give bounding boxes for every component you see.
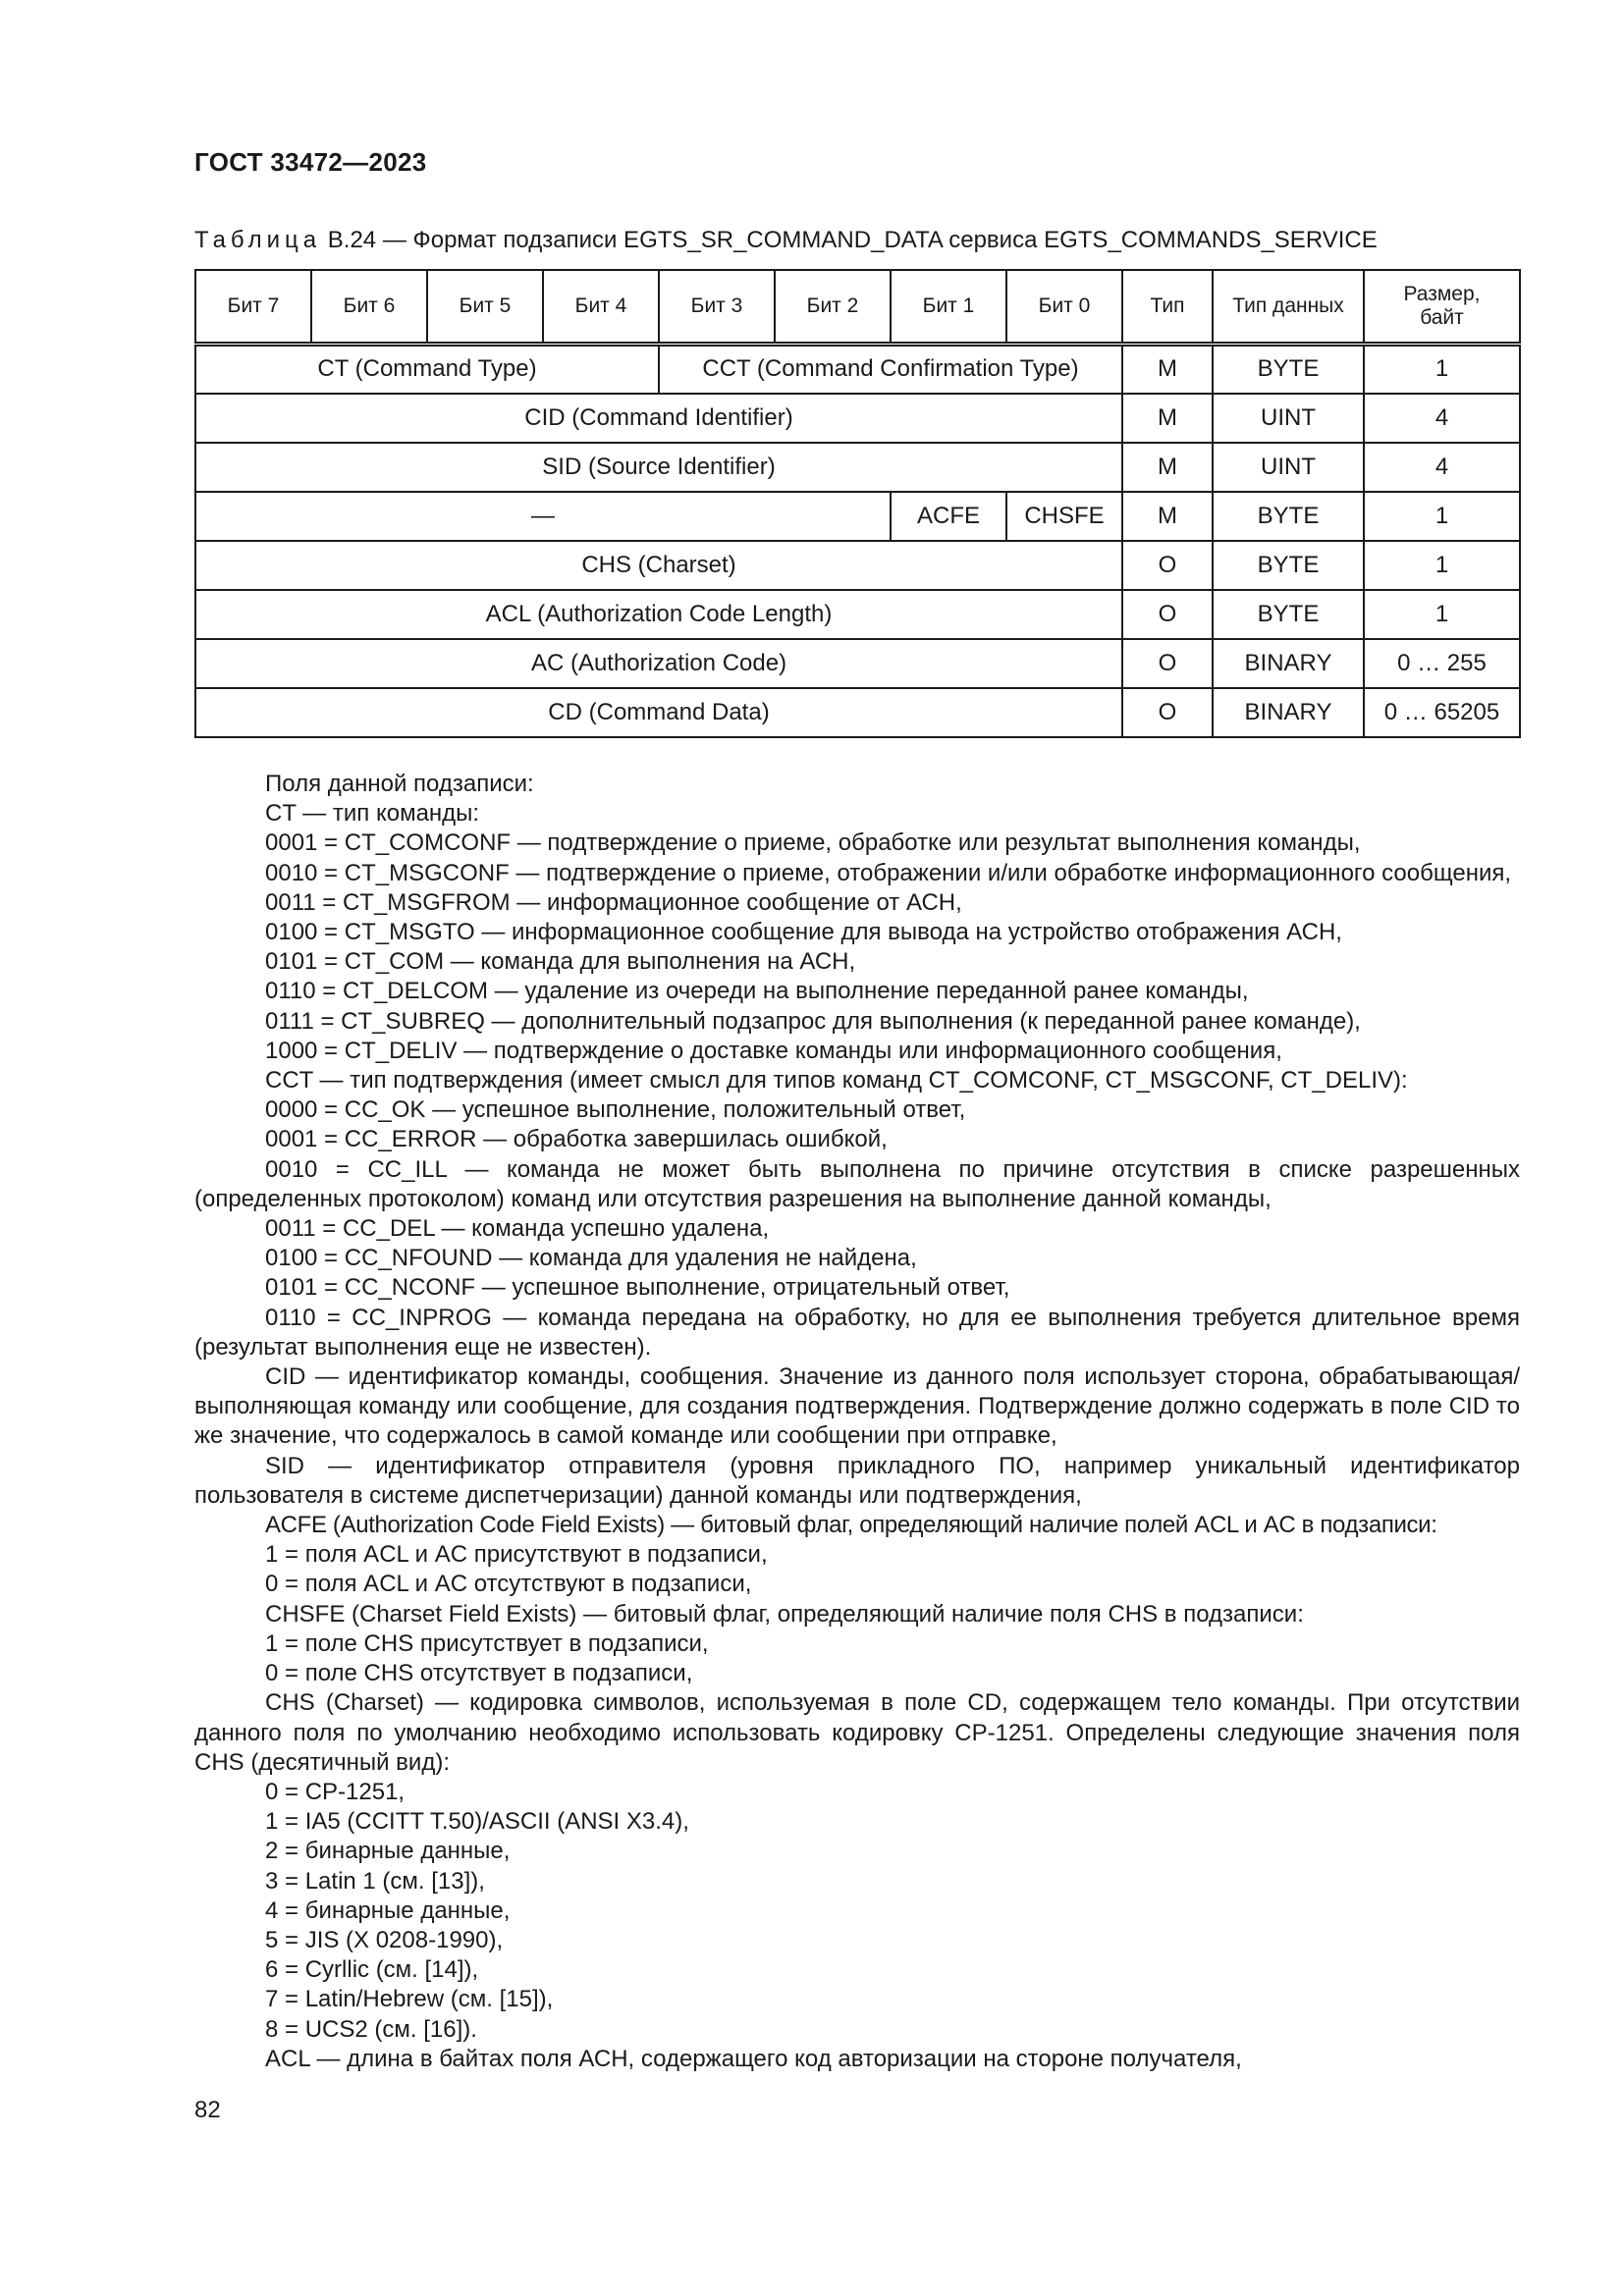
paragraph: 1 = IA5 (CCITT T.50)/ASCII (ANSI X3.4),: [265, 1808, 689, 1836]
cell-type: O: [1122, 639, 1213, 688]
cell-data-type: BYTE: [1213, 492, 1364, 541]
paragraph: Поля данной подзаписи:: [265, 771, 534, 797]
cell-ct: CT (Command Type): [195, 345, 659, 394]
page-number: 82: [194, 2097, 221, 2123]
fields-description: [194, 770, 1520, 2074]
paragraph: 0111 = CT_SUBREQ — дополнительный подзапрос для выполнения (к переданной ранее команде),: [265, 1007, 1361, 1035]
cell-data-type: BINARY: [1213, 688, 1364, 737]
cell-data-type: BYTE: [1213, 345, 1364, 394]
cell-data-type: UINT: [1213, 394, 1364, 443]
paragraph: 3 = Latin 1 (см. [13]),: [265, 1867, 485, 1895]
table-row: [195, 639, 1520, 688]
paragraph: 0100 = CT_MSGTO — информационное сообщение для вывода на устройство отображения АСН,: [265, 919, 1342, 946]
table-caption-text: В.24 — Формат подзаписи EGTS_SR_COMMAND_DATA сервиса EGTS_COMMANDS_SERVICE: [321, 227, 1378, 253]
cell-field: SID (Source Identifier): [195, 443, 1122, 492]
paragraph: 0 = CP-1251,: [265, 1778, 406, 1805]
paragraph: 1 = поле CHS присутствует в подзаписи,: [265, 1629, 709, 1657]
paragraph: 0 = поле CHS отсутствует в подзаписи,: [265, 1660, 693, 1687]
cell-type: M: [1122, 492, 1213, 541]
cell-type: O: [1122, 590, 1213, 639]
paragraph: 7 = Latin/Hebrew (см. [15]),: [265, 1986, 554, 2013]
cell-size: 1: [1364, 590, 1520, 639]
col-header-bit0: Бит 0: [1006, 270, 1122, 345]
paragraph: 1 = поля ACL и AC присутствуют в подзаписи,: [265, 1541, 768, 1569]
paragraph: CHSFE (Charset Field Exists) — битовый флаг, определяющий наличие поля CHS в подзаписи:: [265, 1600, 1304, 1628]
cell-size: 1: [1364, 541, 1520, 590]
cell-size: 4: [1364, 443, 1520, 492]
subrecord-format-table: [194, 269, 1521, 738]
col-header-bit7: Бит 7: [195, 270, 311, 345]
paragraph: CID — идентификатор команды, сообщения. Значение из данного поля использует сторона, обрабатывающая/выполняющая команду или сообщение, для создания подтверждения. Подтверждение должно содержать в поле CID то же значение, что содержалось в самой команде или сообщении при отправке,: [194, 1363, 1520, 1450]
paragraph: 1000 = CT_DELIV — подтверждение о доставке команды или информационного сообщения,: [265, 1037, 1282, 1064]
table-header-row: [195, 270, 1520, 345]
paragraph: 0100 = CC_NFOUND — команда для удаления не найдена,: [265, 1245, 917, 1272]
paragraph: 0101 = CT_COM — команда для выполнения на АСН,: [265, 948, 856, 976]
cell-field: ACL (Authorization Code Length): [195, 590, 1122, 639]
paragraph: CHS (Charset) — кодировка символов, используемая в поле CD, содержащем тело команды. При отсутствии данного поля по умолчанию необходимо использовать кодировку CP-1251. Определены следующие значения поля CHS (десятичный вид):: [194, 1689, 1520, 1776]
cell-type: O: [1122, 688, 1213, 737]
paragraph: 2 = бинарные данные,: [265, 1838, 511, 1865]
cell-type: M: [1122, 394, 1213, 443]
paragraph: ACL — длина в байтах поля АСН, содержащего код авторизации на стороне получателя,: [265, 2045, 1242, 2072]
table-row: [195, 394, 1520, 443]
col-header-bit1: Бит 1: [891, 270, 1006, 345]
paragraph: 0001 = CC_ERROR — обработка завершилась ошибкой,: [265, 1126, 888, 1153]
paragraph: 0000 = CC_OK — успешное выполнение, положительный ответ,: [265, 1096, 966, 1124]
cell-chsfe: CHSFE: [1006, 492, 1122, 541]
col-header-data-type: Тип данных: [1213, 270, 1364, 345]
paragraph: 0101 = CC_NCONF — успешное выполнение, отрицательный ответ,: [265, 1274, 1010, 1302]
cell-data-type: BYTE: [1213, 590, 1364, 639]
table-caption-label: Таблица: [194, 227, 322, 253]
cell-type: M: [1122, 345, 1213, 394]
cell-size: 1: [1364, 492, 1520, 541]
paragraph: 6 = Cyrllic (см. [14]),: [265, 1956, 479, 1984]
cell-type: O: [1122, 541, 1213, 590]
document-standard-title: ГОСТ 33472—2023: [194, 147, 427, 177]
cell-field: CID (Command Identifier): [195, 394, 1122, 443]
table-row: [195, 688, 1520, 737]
cell-size: 0 … 255: [1364, 639, 1520, 688]
paragraph: 0110 = CC_INPROG — команда передана на обработку, но для ее выполнения требуется длительное время (результат выполнения еще не известен).: [194, 1304, 1520, 1361]
paragraph: SID — идентификатор отправителя (уровня прикладного ПО, например уникальный идентификатор пользователя в системе диспетчеризации) данной команды или подтверждения,: [194, 1452, 1520, 1509]
cell-size: 4: [1364, 394, 1520, 443]
paragraph: 0001 = CT_COMCONF — подтверждение о приеме, обработке или результат выполнения команды,: [265, 829, 1361, 857]
paragraph: ACFE (Authorization Code Field Exists) — битовый флаг, определяющий наличие полей ACL и AC в подзаписи:: [265, 1512, 1437, 1539]
cell-field: CD (Command Data): [195, 688, 1122, 737]
paragraph: 4 = бинарные данные,: [265, 1896, 511, 1924]
cell-field: CHS (Charset): [195, 541, 1122, 590]
table-row: [195, 541, 1520, 590]
cell-data-type: BINARY: [1213, 639, 1364, 688]
cell-data-type: BYTE: [1213, 541, 1364, 590]
col-header-size: Размер, байт: [1364, 270, 1520, 345]
cell-reserved: —: [195, 492, 891, 541]
cell-field: AC (Authorization Code): [195, 639, 1122, 688]
cell-size: 0 … 65205: [1364, 688, 1520, 737]
paragraph: 0010 = CT_MSGCONF — подтверждение о приеме, отображении и/или обработке информационного сообщения,: [265, 859, 1512, 886]
table-row: [195, 590, 1520, 639]
paragraph: CCT — тип подтверждения (имеет смысл для типов команд CT_COMCONF, CT_MSGCONF, CT_DELIV):: [265, 1067, 1408, 1095]
table-row: [195, 443, 1520, 492]
paragraph: 0110 = CT_DELCOM — удаление из очереди на выполнение переданной ранее команды,: [265, 978, 1249, 1005]
paragraph: 0010 = CC_ILL — команда не может быть выполнена по причине отсутствия в списке разрешенных (определенных протоколом) команд или отсутствия разрешения на выполнение данной команды,: [194, 1155, 1520, 1212]
table-row: [195, 345, 1520, 394]
col-header-bit3: Бит 3: [659, 270, 775, 345]
cell-data-type: UINT: [1213, 443, 1364, 492]
col-header-bit6: Бит 6: [311, 270, 427, 345]
paragraph: 0011 = CC_DEL — команда успешно удалена,: [265, 1215, 770, 1243]
cell-size: 1: [1364, 345, 1520, 394]
col-header-type: Тип: [1122, 270, 1213, 345]
cell-acfe: ACFE: [891, 492, 1006, 541]
paragraph: 0 = поля ACL и AC отсутствуют в подзаписи,: [265, 1571, 752, 1598]
paragraph: 0011 = CT_MSGFROM — информационное сообщение от АСН,: [265, 888, 962, 916]
col-header-bit2: Бит 2: [775, 270, 891, 345]
cell-cct: CCT (Command Confirmation Type): [659, 345, 1122, 394]
table-caption: [194, 227, 1378, 254]
col-header-bit4: Бит 4: [543, 270, 659, 345]
table-row: [195, 492, 1520, 541]
paragraph: 5 = JIS (X 0208-1990),: [265, 1926, 504, 1953]
cell-type: M: [1122, 443, 1213, 492]
paragraph: CT — тип команды:: [265, 800, 480, 828]
col-header-bit5: Бит 5: [427, 270, 543, 345]
paragraph: 8 = UCS2 (см. [16]).: [265, 2015, 477, 2043]
